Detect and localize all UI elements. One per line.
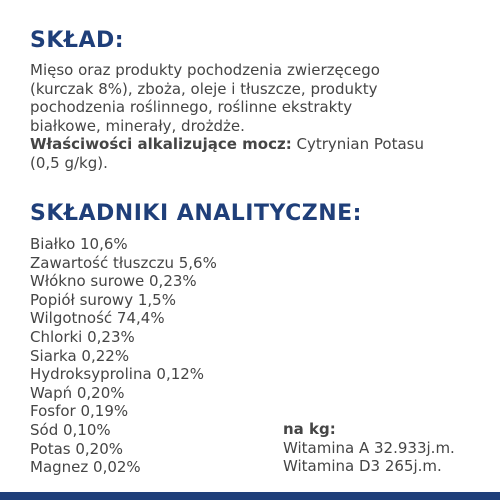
analysis-heading: SKŁADNIKI ANALITYCZNE:	[30, 201, 362, 226]
analysis-list	[30, 235, 217, 477]
vitamins-block	[283, 420, 455, 476]
analysis-item: Popiół surowy 1,5%	[30, 290, 176, 309]
bottom-bar	[0, 492, 500, 500]
analysis-item: Magnez 0,02%	[30, 458, 141, 477]
vitamins-title: na kg:	[283, 420, 336, 438]
analysis-item: Białko 10,6%	[30, 235, 128, 253]
composition-heading: SKŁAD:	[30, 28, 125, 53]
composition-line: Mięso oraz produkty pochodzenia zwierzęcego	[30, 61, 380, 79]
composition-line: pochodzenia roślinnego, roślinne ekstrakty	[30, 98, 353, 117]
composition-line: (kurczak 8%), zboża, oleje i tłuszcze, produkty	[30, 79, 378, 98]
analysis-item: Włókno surowe 0,23%	[30, 272, 197, 291]
analysis-item: Wapń 0,20%	[30, 383, 125, 402]
composition-line: białkowe, minerały, drożdże.	[30, 116, 245, 135]
alkaline-value: Cytrynian Potasu	[296, 135, 424, 154]
analysis-item: Chlorki 0,23%	[30, 327, 135, 346]
vitamin-item: Witamina D3 265j.m.	[283, 457, 442, 476]
vitamin-item: Witamina A 32.933j.m.	[283, 438, 455, 457]
analysis-item: Sód 0,10%	[30, 420, 111, 439]
alkaline-value-continued: (0,5 g/kg).	[30, 153, 108, 172]
analysis-item: Fosfor 0,19%	[30, 402, 129, 421]
analysis-item: Zawartość tłuszczu 5,6%	[30, 253, 217, 272]
analysis-item: Hydroksyprolina 0,12%	[30, 365, 205, 384]
analysis-item: Wilgotność 74,4%	[30, 309, 165, 328]
alkaline-label: Właściwości alkalizujące mocz:	[30, 135, 292, 154]
alkaline-line	[30, 135, 490, 154]
analysis-item: Potas 0,20%	[30, 439, 123, 458]
composition-text	[30, 61, 490, 173]
analysis-item: Siarka 0,22%	[30, 346, 130, 365]
